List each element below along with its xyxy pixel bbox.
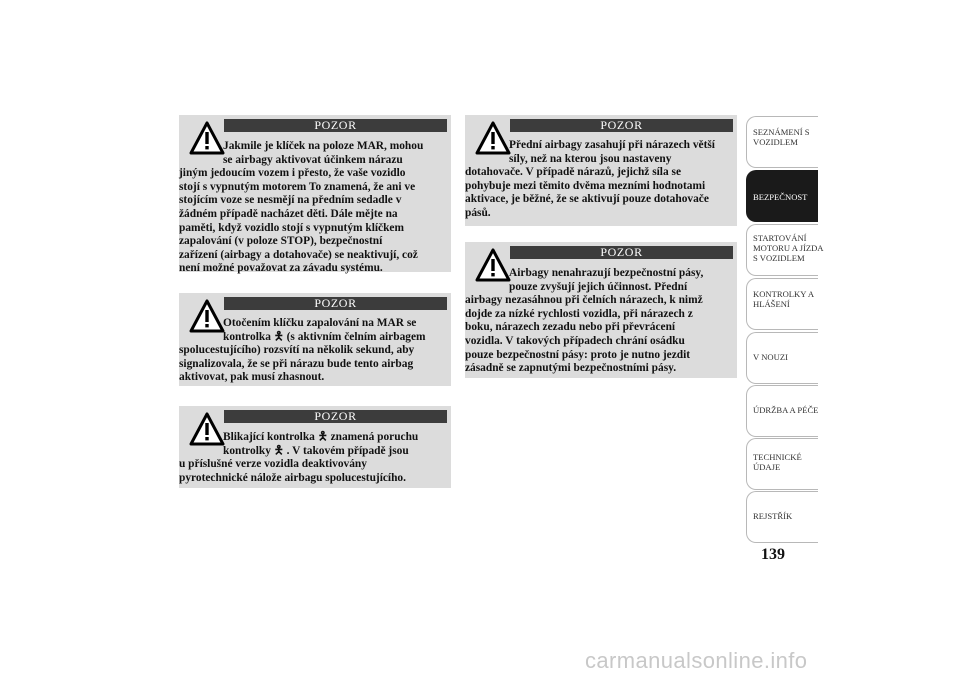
warning-line: vozidla. V takových případech chrání osádku xyxy=(465,334,685,347)
tab-rejstrik[interactable] xyxy=(746,491,818,543)
warning-text xyxy=(465,139,733,221)
tab-label: KONTROLKY A xyxy=(753,289,815,299)
warning-line: stojí s vypnutým motorem To znamená, že ani ve xyxy=(179,180,416,193)
tab-seznameni-s-vozidlem[interactable] xyxy=(746,116,818,168)
tab-label: ÚDRŽBA A PÉČE xyxy=(753,405,819,415)
warning-line: pásů. xyxy=(465,206,491,219)
warning-line: Jakmile je klíček na poloze MAR, mohou xyxy=(223,140,424,152)
warning-line: airbagy nezasáhnou při čelních nárazech, k nimž xyxy=(465,294,703,307)
tab-label: ÚDAJE xyxy=(753,462,781,472)
tab-label: BEZPEČNOST xyxy=(753,192,808,202)
warning-line: pohybuje mezi těmito dvěma mezními hodnotami xyxy=(465,179,706,192)
warning-line: jiným jedoucím vozem i přesto, že vaše vozidlo xyxy=(179,167,406,180)
warning-line: spolucestujícího) rozsvítí na několik sekund, aby xyxy=(179,344,415,357)
tab-bezpecnost[interactable] xyxy=(746,170,818,222)
warning-line: aktivace, je běžné, že se aktivují pouze dotahovače xyxy=(465,193,709,206)
warning-line: paměti, když vozidlo stojí s vypnutým klíčkem xyxy=(179,221,404,234)
tab-technicke-udaje[interactable] xyxy=(746,438,818,490)
tab-label: TECHNICKÉ xyxy=(753,452,802,462)
warning-text xyxy=(179,140,447,276)
warning-line: zapalování (v poloze STOP), bezpečnostní xyxy=(179,235,383,248)
warning-text xyxy=(179,317,447,385)
warning-box-3 xyxy=(179,406,451,488)
tab-kontrolky-a-hlaseni[interactable] xyxy=(746,278,818,330)
warning-line: zařízení (airbagy a dotahovače) se neaktivují, což xyxy=(179,248,418,261)
warning-box-1 xyxy=(179,115,451,275)
tab-label: SEZNÁMENÍ S xyxy=(753,127,810,137)
warning-line: zásadně se zapnutými bezpečnostními pásy. xyxy=(465,362,677,375)
warning-heading: POZOR xyxy=(510,119,733,132)
warning-box-2 xyxy=(179,293,451,386)
warning-line: stojícím voze se nesmějí na předním sedadle v xyxy=(179,194,402,207)
page-number: 139 xyxy=(761,546,785,563)
warning-line: Otočením klíčku zapalování na MAR se xyxy=(223,317,417,329)
tab-label: HLÁŠENÍ xyxy=(753,299,790,309)
warning-line: síly, než na kterou jsou nastaveny xyxy=(509,152,672,165)
warning-heading: POZOR xyxy=(224,297,447,310)
tab-label: V NOUZI xyxy=(753,352,788,362)
warning-line: Přední airbagy zasahují při nárazech větší xyxy=(509,139,715,151)
warning-line: signalizovala, že se při nárazu bude tento airbag xyxy=(179,357,414,370)
warning-heading: POZOR xyxy=(224,119,447,132)
warning-line: pouze zvyšují jejich účinnost. Přední xyxy=(509,280,688,293)
tab-label: MOTORU A JÍZDA xyxy=(753,243,824,253)
warning-box-4 xyxy=(465,115,737,226)
warning-text xyxy=(179,431,447,485)
warning-text xyxy=(465,267,733,376)
tab-label: VOZIDLEM xyxy=(753,137,798,147)
warning-line: u příslušné verze vozidla deaktivovány xyxy=(179,458,367,471)
warning-line: dojde za nízké rychlosti vozidla, při nárazech z xyxy=(465,307,693,320)
warning-line: dotahovače. V případě nárazů, jejichž síla se xyxy=(465,166,681,179)
tab-label: STARTOVÁNÍ xyxy=(753,233,807,243)
warning-line: pyrotechnické nálože airbagu spolucestujícího. xyxy=(179,471,406,484)
warning-line: pouze bezpečnostní pásy: proto je nutno jezdit xyxy=(465,348,691,361)
watermark: carmanualsonline.info xyxy=(585,648,808,673)
warning-line: kontrolky 🯅 . V takovém případě jsou xyxy=(223,444,409,457)
warning-box-5 xyxy=(465,242,737,378)
warning-line: boku, nárazech zezadu nebo při převrácení xyxy=(465,321,676,334)
warning-line: není možné považovat za závadu systému. xyxy=(179,262,383,275)
tab-v-nouzi[interactable] xyxy=(746,332,818,384)
tab-label: S VOZIDLEM xyxy=(753,253,805,263)
tab-startovani[interactable] xyxy=(746,224,824,276)
warning-heading: POZOR xyxy=(224,410,447,423)
warning-line: aktivovat, pak musí zhasnout. xyxy=(179,371,325,384)
tab-label: REJSTŘÍK xyxy=(753,511,793,521)
warning-line: se airbagy aktivovat účinkem nárazu xyxy=(223,153,403,166)
tab-udrzba-a-pece[interactable] xyxy=(746,385,818,437)
warning-line: žádném případě nacházet děti. Dále mějte na xyxy=(179,207,398,220)
warning-line: Blikající kontrolka 🯅 znamená poruchu xyxy=(223,431,419,443)
warning-line: kontrolka 🯅 (s aktivním čelním airbagem xyxy=(223,330,426,343)
warning-line: Airbagy nenahrazují bezpečnostní pásy, xyxy=(509,267,704,279)
warning-heading: POZOR xyxy=(510,246,733,259)
